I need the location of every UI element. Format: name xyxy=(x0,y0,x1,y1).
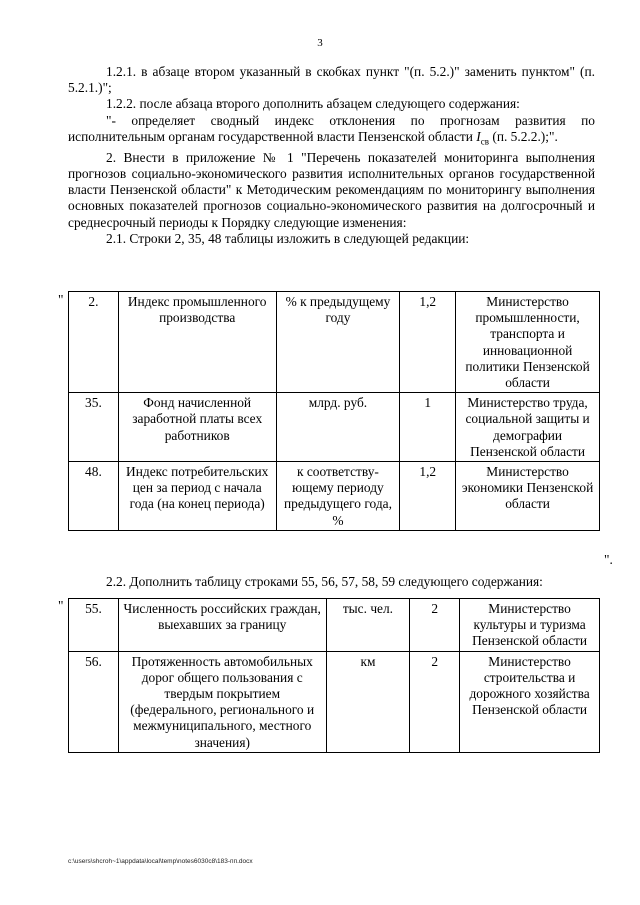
ministry: Министерство культуры и туризма Пензенской области xyxy=(460,599,600,652)
coefficient: 2 xyxy=(410,599,460,652)
paragraph-1-2-2: 1.2.2. после абзаца второго дополнить абзацем следующего содержания: xyxy=(106,96,520,112)
unit: к соответству-ющему периоду предыдущего года, % xyxy=(276,462,400,531)
coefficient: 1,2 xyxy=(400,462,456,531)
unit: млрд. руб. xyxy=(276,393,400,462)
row-number: 55. xyxy=(69,599,119,652)
unit: тыс. чел. xyxy=(326,599,410,652)
indicator-name: Численность российских граждан, выехавших за границу xyxy=(118,599,326,652)
row-number: 48. xyxy=(69,462,119,531)
row-number: 56. xyxy=(69,651,119,752)
table1-close-quote: ". xyxy=(604,552,613,567)
body-text-top xyxy=(68,64,595,247)
index-symbol xyxy=(476,128,489,147)
row-number: 35. xyxy=(69,393,119,462)
table-2 xyxy=(68,598,600,753)
ministry: Министерство труда, социальной защиты и демографии Пензенской области xyxy=(456,393,600,462)
table1-open-quote: " xyxy=(58,292,64,307)
table2-open-quote: " xyxy=(58,598,64,613)
ministry: Министерство промышленности, транспорта и инновационной политики Пензенской области xyxy=(456,292,600,393)
table-1 xyxy=(68,291,600,531)
indicator-name: Индекс потребительских цен за период с начала года (на конец периода) xyxy=(118,462,276,531)
unit: км xyxy=(326,651,410,752)
indicator-name: Индекс промышленного производства xyxy=(118,292,276,393)
index-symbol-subscript: св xyxy=(480,136,489,147)
table-row xyxy=(69,599,600,652)
paragraph-1-2-1: 1.2.1. в абзаце втором указанный в скобках пункт "(п. 5.2.)" заменить пунктом" (п. 5.2.1.)"; xyxy=(68,64,595,96)
paragraph-2-1: 2.1. Строки 2, 35, 48 таблицы изложить в следующей редакции: xyxy=(106,230,470,246)
row-number: 2. xyxy=(69,292,119,393)
page-number: 3 xyxy=(317,37,323,49)
unit: % к предыдущему году xyxy=(276,292,400,393)
table-row xyxy=(69,292,600,393)
table-row xyxy=(69,651,600,752)
ministry: Министерство экономики Пензенской области xyxy=(456,462,600,531)
file-path-footer: c:\users\shcroh~1\appdata\local\temp\notes6030c8\183-пп.docx xyxy=(68,858,253,865)
paragraph-quote-end: (п. 5.2.2.);". xyxy=(492,128,558,144)
paragraph-quote-text: "- определяет сводный индекс отклонения по прогнозам развития по исполнительным органам государственной власти Пензенской области xyxy=(68,112,595,144)
paragraph-2: 2. Внести в приложение № 1 "Перечень показателей мониторинга выполнения прогнозов социально-экономического развития исполнительных органов государственной власти Пензенской области" к Методическим рекомендациям по мониторингу выполнения основных показателей прогнозов социально-экономического развития на долгосрочный и среднесрочный периоды к Порядку следующие изменения: xyxy=(68,149,595,230)
table-row xyxy=(69,393,600,462)
paragraph-2-2: 2.2. Дополнить таблицу строками 55, 56, 57, 58, 59 следующего содержания: xyxy=(106,574,543,589)
coefficient: 2 xyxy=(410,651,460,752)
table-row xyxy=(69,462,600,531)
ministry: Министерство строительства и дорожного хозяйства Пензенской области xyxy=(460,651,600,752)
coefficient: 1,2 xyxy=(400,292,456,393)
indicator-name: Фонд начисленной заработной платы всех работников xyxy=(118,393,276,462)
indicator-name: Протяженность автомобильных дорог общего пользования с твердым покрытием (федерального, регионального и межмуниципального, местного значения) xyxy=(118,651,326,752)
index-symbol-letter: I xyxy=(476,128,481,144)
paragraph-quote xyxy=(68,113,595,150)
coefficient: 1 xyxy=(400,393,456,462)
body-text-middle xyxy=(68,574,595,590)
